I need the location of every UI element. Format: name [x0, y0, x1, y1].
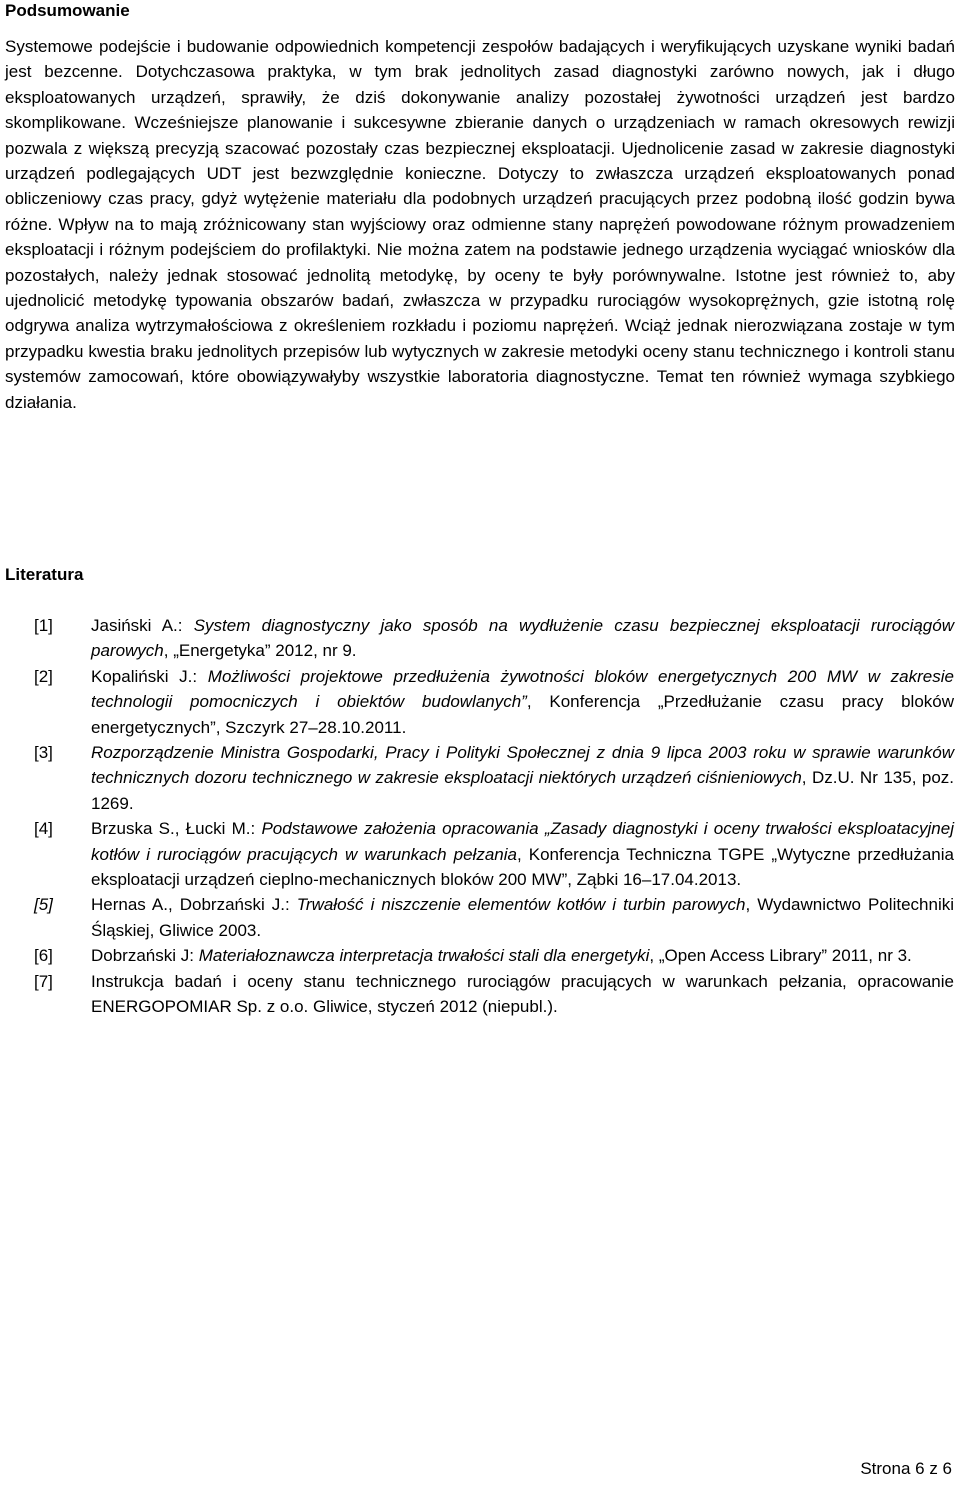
reference-author: Kopaliński J.: [91, 666, 208, 686]
summary-sentence: Wciąż jednak nierozwiązana zostaje w tym przypadku kwestia braku jednolitych przepisów lub wytycznych w zakresie metodyki oceny stanu technicznego i kontroli stanu systemów zamocowań, które obowiązywałyby wszystkie laboratoria diagnostyczne. [5, 316, 956, 387]
reference-source: , Konferencja „Przedłużanie czasu pracy bloków energetycznych”, Szczyrk 27–28.10.2011. [91, 692, 955, 737]
reference-text [91, 969, 954, 1020]
reference-source: , Wydawnictwo Politechniki Śląskiej, Gliwice 2003. [91, 895, 954, 940]
summary-sentence: Istotne jest również to, aby ujednolicić metodykę typowania obszarów badań, zwłaszcza w przypadku rurociągów wysokoprężnych, gzie istotną rolę odgrywa analiza wytrzymałościowa z określeniem rozkładu i poziomu naprężeń. [5, 265, 955, 336]
summary-paragraph [5, 34, 955, 415]
reference-number: [1] [34, 616, 53, 635]
reference-title: System diagnostyczny jako sposób na wydłużenie czasu bezpiecznej eksploatacji rurociągów parowych [91, 616, 954, 661]
summary-sentence: Wcześniejsze planowanie i sukcesywne zbieranie danych o urządzeniach w ramach okresowych rewizji pozwala z większą precyzją szacować pozostały czas bezpiecznej eksploatacji. [5, 113, 955, 158]
reference-title: Materiałoznawcza interpretacja trwałości stali dla energetyki [198, 946, 650, 966]
reference-item [0, 740, 960, 816]
reference-author: Jasiński A.: [91, 616, 194, 635]
reference-author: Hernas A., Dobrzański J.: [91, 895, 297, 915]
reference-list [0, 613, 960, 1020]
reference-text [91, 816, 954, 892]
reference-source: , Konferencja Techniczna TGPE „Wytyczne przedłużania eksploatacji urządzeń cieplno-mechanicznych bloków 200 MW”, Ząbki 16–17.04.2013. [91, 844, 954, 890]
summary-sentence: Dotychczasowa praktyka, w tym brak jednolitych zasad diagnostyki zarówno nowych, jak i długo eksploatowanych urządzeń, sprawiły, że dziś dokonywanie analizy pozostałej żywotności urządzeń jest bardzo skomplikowane. [5, 62, 955, 133]
reference-text [91, 740, 954, 816]
reference-item [0, 664, 960, 740]
reference-title: Podstawowe założenia opracowania „Zasady diagnostyki i oceny trwałości eksploatacyjnej kotłów i rurociągów pracujących w warunkach pełzania [91, 819, 954, 864]
reference-item [0, 969, 960, 1020]
reference-title: Trwałość i niszczenie elementów kotłów i turbin parowych [296, 895, 746, 915]
reference-text [91, 664, 954, 740]
reference-author: Dobrzański J: [91, 946, 199, 966]
summary-heading: Podsumowanie [5, 1, 130, 20]
reference-number: [4] [34, 819, 53, 839]
reference-source: , „Open Access Library” 2011, nr 3. [649, 946, 912, 966]
reference-title: Rozporządzenie Ministra Gospodarki, Pracy i Polityki Społecznej z dnia 9 lipca 2003 roku w sprawie warunków technicznych dozoru technicznego w zakresie eksploatacji niektórych urządzeń ciśnieniowych [91, 743, 954, 788]
reference-number: [2] [34, 666, 53, 686]
summary-sentence: Temat ten również wymaga szybkiego działania. [5, 367, 956, 412]
reference-text [91, 892, 954, 943]
summary-sentence: Wpływ na to mają zróżnicowany stan wyjściowy oraz odmienne stany naprężeń powodowane różnym prowadzeniem eksploatacji i różnym podejściem do profilaktyki. [5, 214, 955, 260]
reference-title: Możliwości projektowe przedłużenia żywotności bloków energetycznych 200 MW w zakresie technologii pomocniczych i obiektów budowlanych” [91, 666, 954, 712]
reference-number: [3] [34, 743, 53, 763]
page-number: Strona 6 z 6 [860, 1459, 952, 1478]
summary-sentence: Ujednolicenie zasad w zakresie diagnostyki urządzeń podlegających UDT jest bezwzględnie konieczne. [5, 138, 956, 184]
summary-sentence: Systemowe podejście i budowanie odpowiednich kompetencji zespołów badających i weryfikujących uzyskane wyniki badań jest bezcenne. [5, 37, 955, 82]
summary-sentence: Nie można zatem na podstawie jednego urządzenia wyciągać wniosków dla pozostałych, należy jednak stosować jednolitą metodykę, by oceny te były porównywalne. [5, 240, 956, 285]
reference-item [0, 613, 960, 664]
reference-source: , „Energetyka” 2012, nr 9. [163, 641, 357, 661]
reference-item [0, 943, 960, 968]
summary-sentence: Dotyczy to zwłaszcza urządzeń eksploatowanych ponad obliczeniowy czas pracy, gdyż wytężenie materiału dla podobnych urządzeń pracujących przez podobną ilość godzin bywa różne. [5, 164, 955, 234]
reference-number: [5] [34, 895, 53, 915]
reference-text [91, 943, 954, 968]
reference-item [0, 892, 960, 943]
reference-author: Instrukcja badań i oceny stanu technicznego rurociągów pracujących w warunkach pełzania, opracowanie ENERGOPOMIAR Sp. z o.o. Gliwice, styczeń 2012 (niepubl.). [91, 971, 954, 1017]
reference-number: [7] [34, 971, 53, 991]
reference-item [0, 816, 960, 892]
reference-text [91, 613, 954, 664]
reference-number: [6] [34, 946, 53, 966]
literature-heading: Literatura [5, 565, 84, 584]
reference-author: Brzuska S., Łucki M.: [91, 819, 262, 839]
reference-source: , Dz.U. Nr 135, poz. 1269. [91, 768, 955, 813]
